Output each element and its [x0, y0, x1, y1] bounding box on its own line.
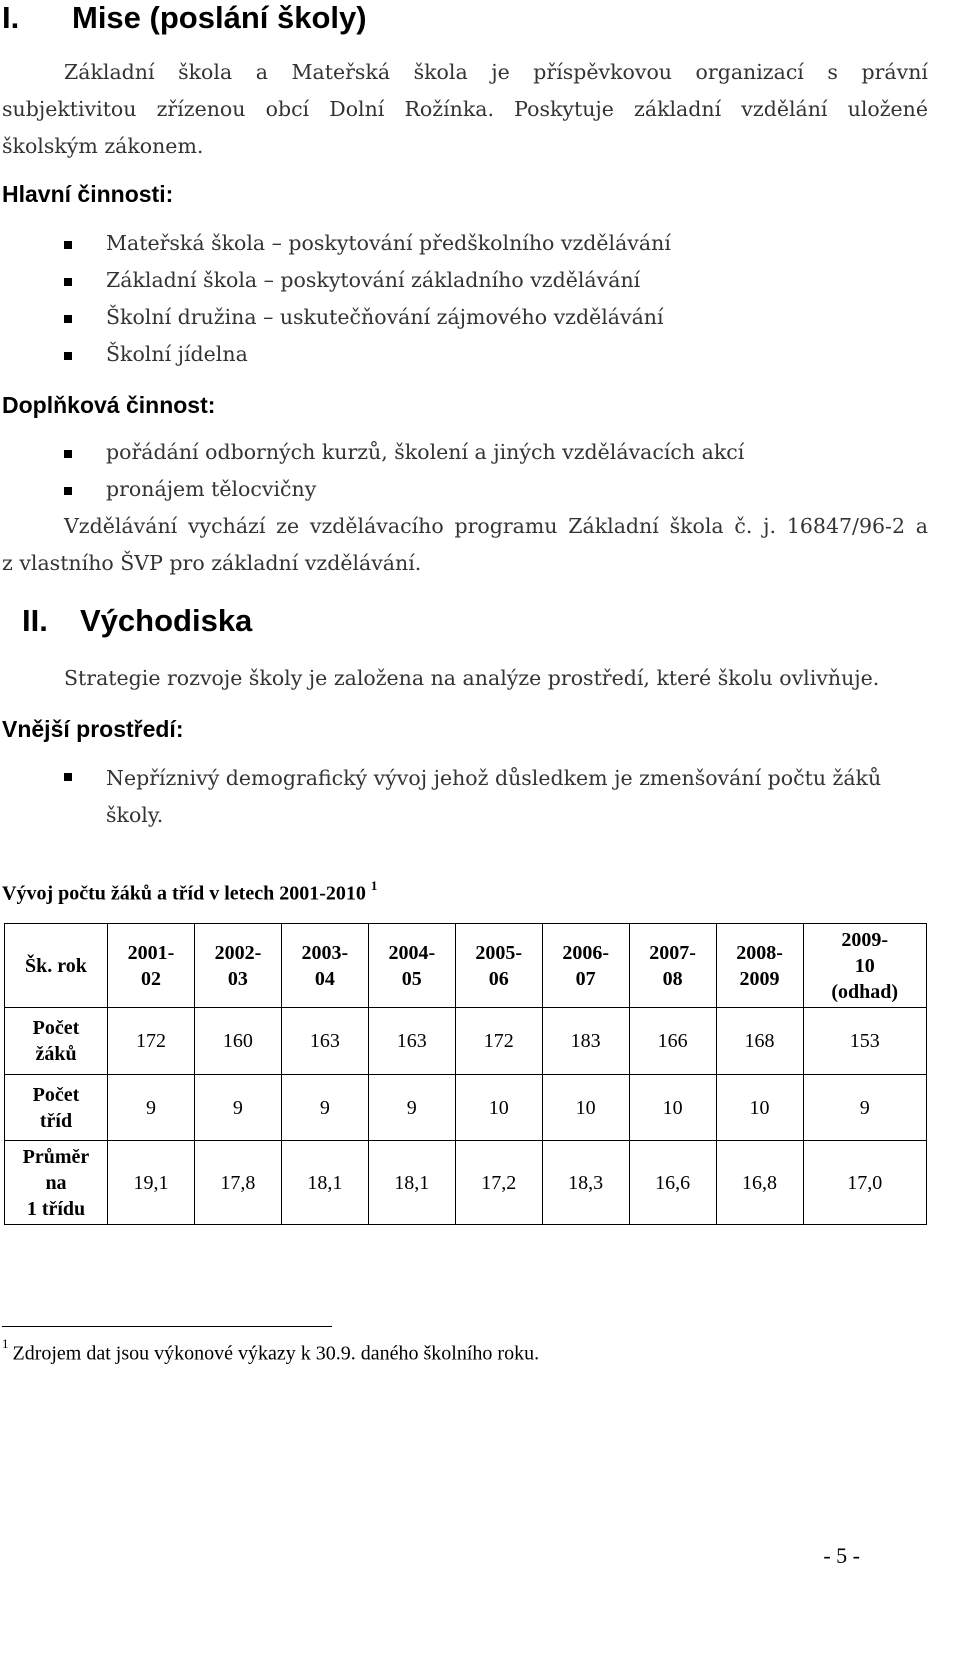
table-row	[5, 1008, 927, 1075]
value-cell: 172	[455, 1008, 542, 1075]
year-cell: 2007- 08	[629, 924, 716, 1008]
table-header-row	[5, 924, 927, 1008]
value-cell: 168	[716, 1008, 803, 1075]
section-heading-mission	[2, 0, 367, 36]
footnote	[2, 1336, 540, 1366]
year-cell: 2001- 02	[108, 924, 195, 1008]
mission-line: Základní škola a Mateřská škola je příspěvkovou organizací s právní	[64, 60, 928, 84]
value-cell: 166	[629, 1008, 716, 1075]
value-cell: 18,1	[281, 1141, 368, 1225]
pupil-count-table	[4, 923, 927, 1225]
external-environment-heading: Vnější prostředí:	[2, 716, 184, 742]
value-cell: 10	[455, 1075, 542, 1141]
table-row	[5, 1141, 927, 1225]
year-cell: 2008- 2009	[716, 924, 803, 1008]
footnote-mark: 1	[2, 1336, 9, 1351]
footnote-text: Zdrojem dat jsou výkonové výkazy k 30.9. daného školního roku.	[12, 1342, 540, 1365]
bullet-square-icon	[64, 487, 72, 495]
value-cell: 153	[803, 1008, 927, 1075]
value-cell: 10	[542, 1075, 629, 1141]
value-cell: 19,1	[108, 1141, 195, 1225]
year-cell: 2005- 06	[455, 924, 542, 1008]
strategy-line: Strategie rozvoje školy je založena na analýze prostředí, které školu ovlivňuje.	[64, 666, 880, 690]
document-page: I. Mise (poslání školy) Základní škola a Mateřská škola je příspěvkovou organizací s právní subjektivitou zřízenou obcí Dolní Rožínka. Poskytuje základní vzdělání uložené školským zákonem. Hlavní činnosti: Mateřská škola – poskytování předškolního vzdělávání Základní škola – poskytování základního vzdělávání Školní družina – uskutečňování zájmového vzdělávání Školní jídelna Doplňková činnost: pořádání odborných kurzů, školení a jiných vzdělávacích akcí pronájem tělocvičny Vzdělávání vychází ze vzdělávacího programu Základní škola č. j. 16847/96-2 a z vlastního ŠVP pro základní vzdělávání. II. Východiska Strategie rozvoje školy je založena na analýze prostředí, které školu ovlivňuje. Vnější prostředí: Nepříznivý demografický vývoj jehož důsledkem je zmenšování počtu žáků školy. Vývoj počtu žáků a tříd v letech 2001-2010 $^1$ Šk. rok 2001- 02 2002- 03 2003- 04 2004- 05 2005- 06 2006- 07 2007- 08 2008- 2009 2009- 10 (odhad) Počet žáků 172 160 163 163 172 183 166 168 153 Počet tříd 9 9 9 9 10 10 10 10 9 Průměr na 1 třídu 19,1 17,8 18,1 18,1 17,2 18,3 16,6 16,8 17,0 $^1$ Zdrojem dat jsou výkonové výkazy k 30.9. daného školního roku. - 5 -	[2, 0, 928, 1568]
year-cell: 2006- 07	[542, 924, 629, 1008]
row-label-cell: Počet žáků	[5, 1008, 108, 1075]
value-cell: 9	[368, 1075, 455, 1141]
footnote-reference: 1	[370, 878, 378, 893]
year-cell: 2002- 03	[194, 924, 281, 1008]
list-item: Nepříznivý demografický vývoj jehož důsledkem je zmenšování počtu žáků školy.	[64, 760, 928, 834]
value-cell: 18,3	[542, 1141, 629, 1225]
value-cell: 10	[629, 1075, 716, 1141]
row-label-cell: Počet tříd	[5, 1075, 108, 1141]
value-cell: 160	[194, 1008, 281, 1075]
value-cell: 9	[108, 1075, 195, 1141]
bullet-square-icon	[64, 450, 72, 458]
table-caption: Vývoj počtu žáků a tříd v letech 2001-2010 $^1$	[2, 878, 378, 905]
row-label-cell: Průměr na 1 třídu	[5, 1141, 108, 1225]
section-heading-basis	[22, 603, 252, 639]
footnote-separator	[2, 1326, 332, 1327]
value-cell: 9	[803, 1075, 927, 1141]
mission-line: školským zákonem.	[2, 134, 204, 158]
table-row	[5, 1075, 927, 1141]
section-title: Mise (poslání školy)	[72, 0, 367, 35]
program-paragraph	[2, 508, 928, 582]
value-cell: 9	[194, 1075, 281, 1141]
header-label-cell: Šk. rok	[5, 924, 108, 1008]
main-activities-heading: Hlavní činnosti:	[2, 181, 174, 207]
strategy-paragraph	[2, 660, 928, 697]
bullet-square-icon	[64, 773, 72, 781]
bullet-square-icon	[64, 278, 72, 286]
value-cell: 9	[281, 1075, 368, 1141]
program-line: Vzdělávání vychází ze vzdělávacího programu Základní škola č. j. 16847/96-2 a	[64, 514, 928, 538]
program-line: z vlastního ŠVP pro základní vzdělávání.	[2, 551, 422, 575]
value-cell: 17,2	[455, 1141, 542, 1225]
value-cell: 16,6	[629, 1141, 716, 1225]
value-cell: 163	[281, 1008, 368, 1075]
value-cell: 17,8	[194, 1141, 281, 1225]
bullet-square-icon	[64, 352, 72, 360]
value-cell: 172	[108, 1008, 195, 1075]
value-cell: 17,0	[803, 1141, 927, 1225]
section-number: I.	[2, 0, 20, 35]
value-cell: 16,8	[716, 1141, 803, 1225]
value-cell: 163	[368, 1008, 455, 1075]
value-cell: 18,1	[368, 1141, 455, 1225]
year-cell: 2003- 04	[281, 924, 368, 1008]
year-cell: 2009- 10 (odhad)	[803, 924, 927, 1008]
additional-activity-heading: Doplňková činnost:	[2, 392, 216, 418]
section-number: II.	[22, 603, 48, 638]
year-cell: 2004- 05	[368, 924, 455, 1008]
page-number: - 5 -	[823, 1543, 860, 1568]
value-cell: 10	[716, 1075, 803, 1141]
bullet-square-icon	[64, 315, 72, 323]
bullet-square-icon	[64, 241, 72, 249]
mission-paragraph	[2, 54, 928, 165]
section-title: Východiska	[80, 603, 253, 638]
mission-line: subjektivitou zřízenou obcí Dolní Rožínka. Poskytuje základní vzdělání uložené	[2, 97, 928, 121]
value-cell: 183	[542, 1008, 629, 1075]
